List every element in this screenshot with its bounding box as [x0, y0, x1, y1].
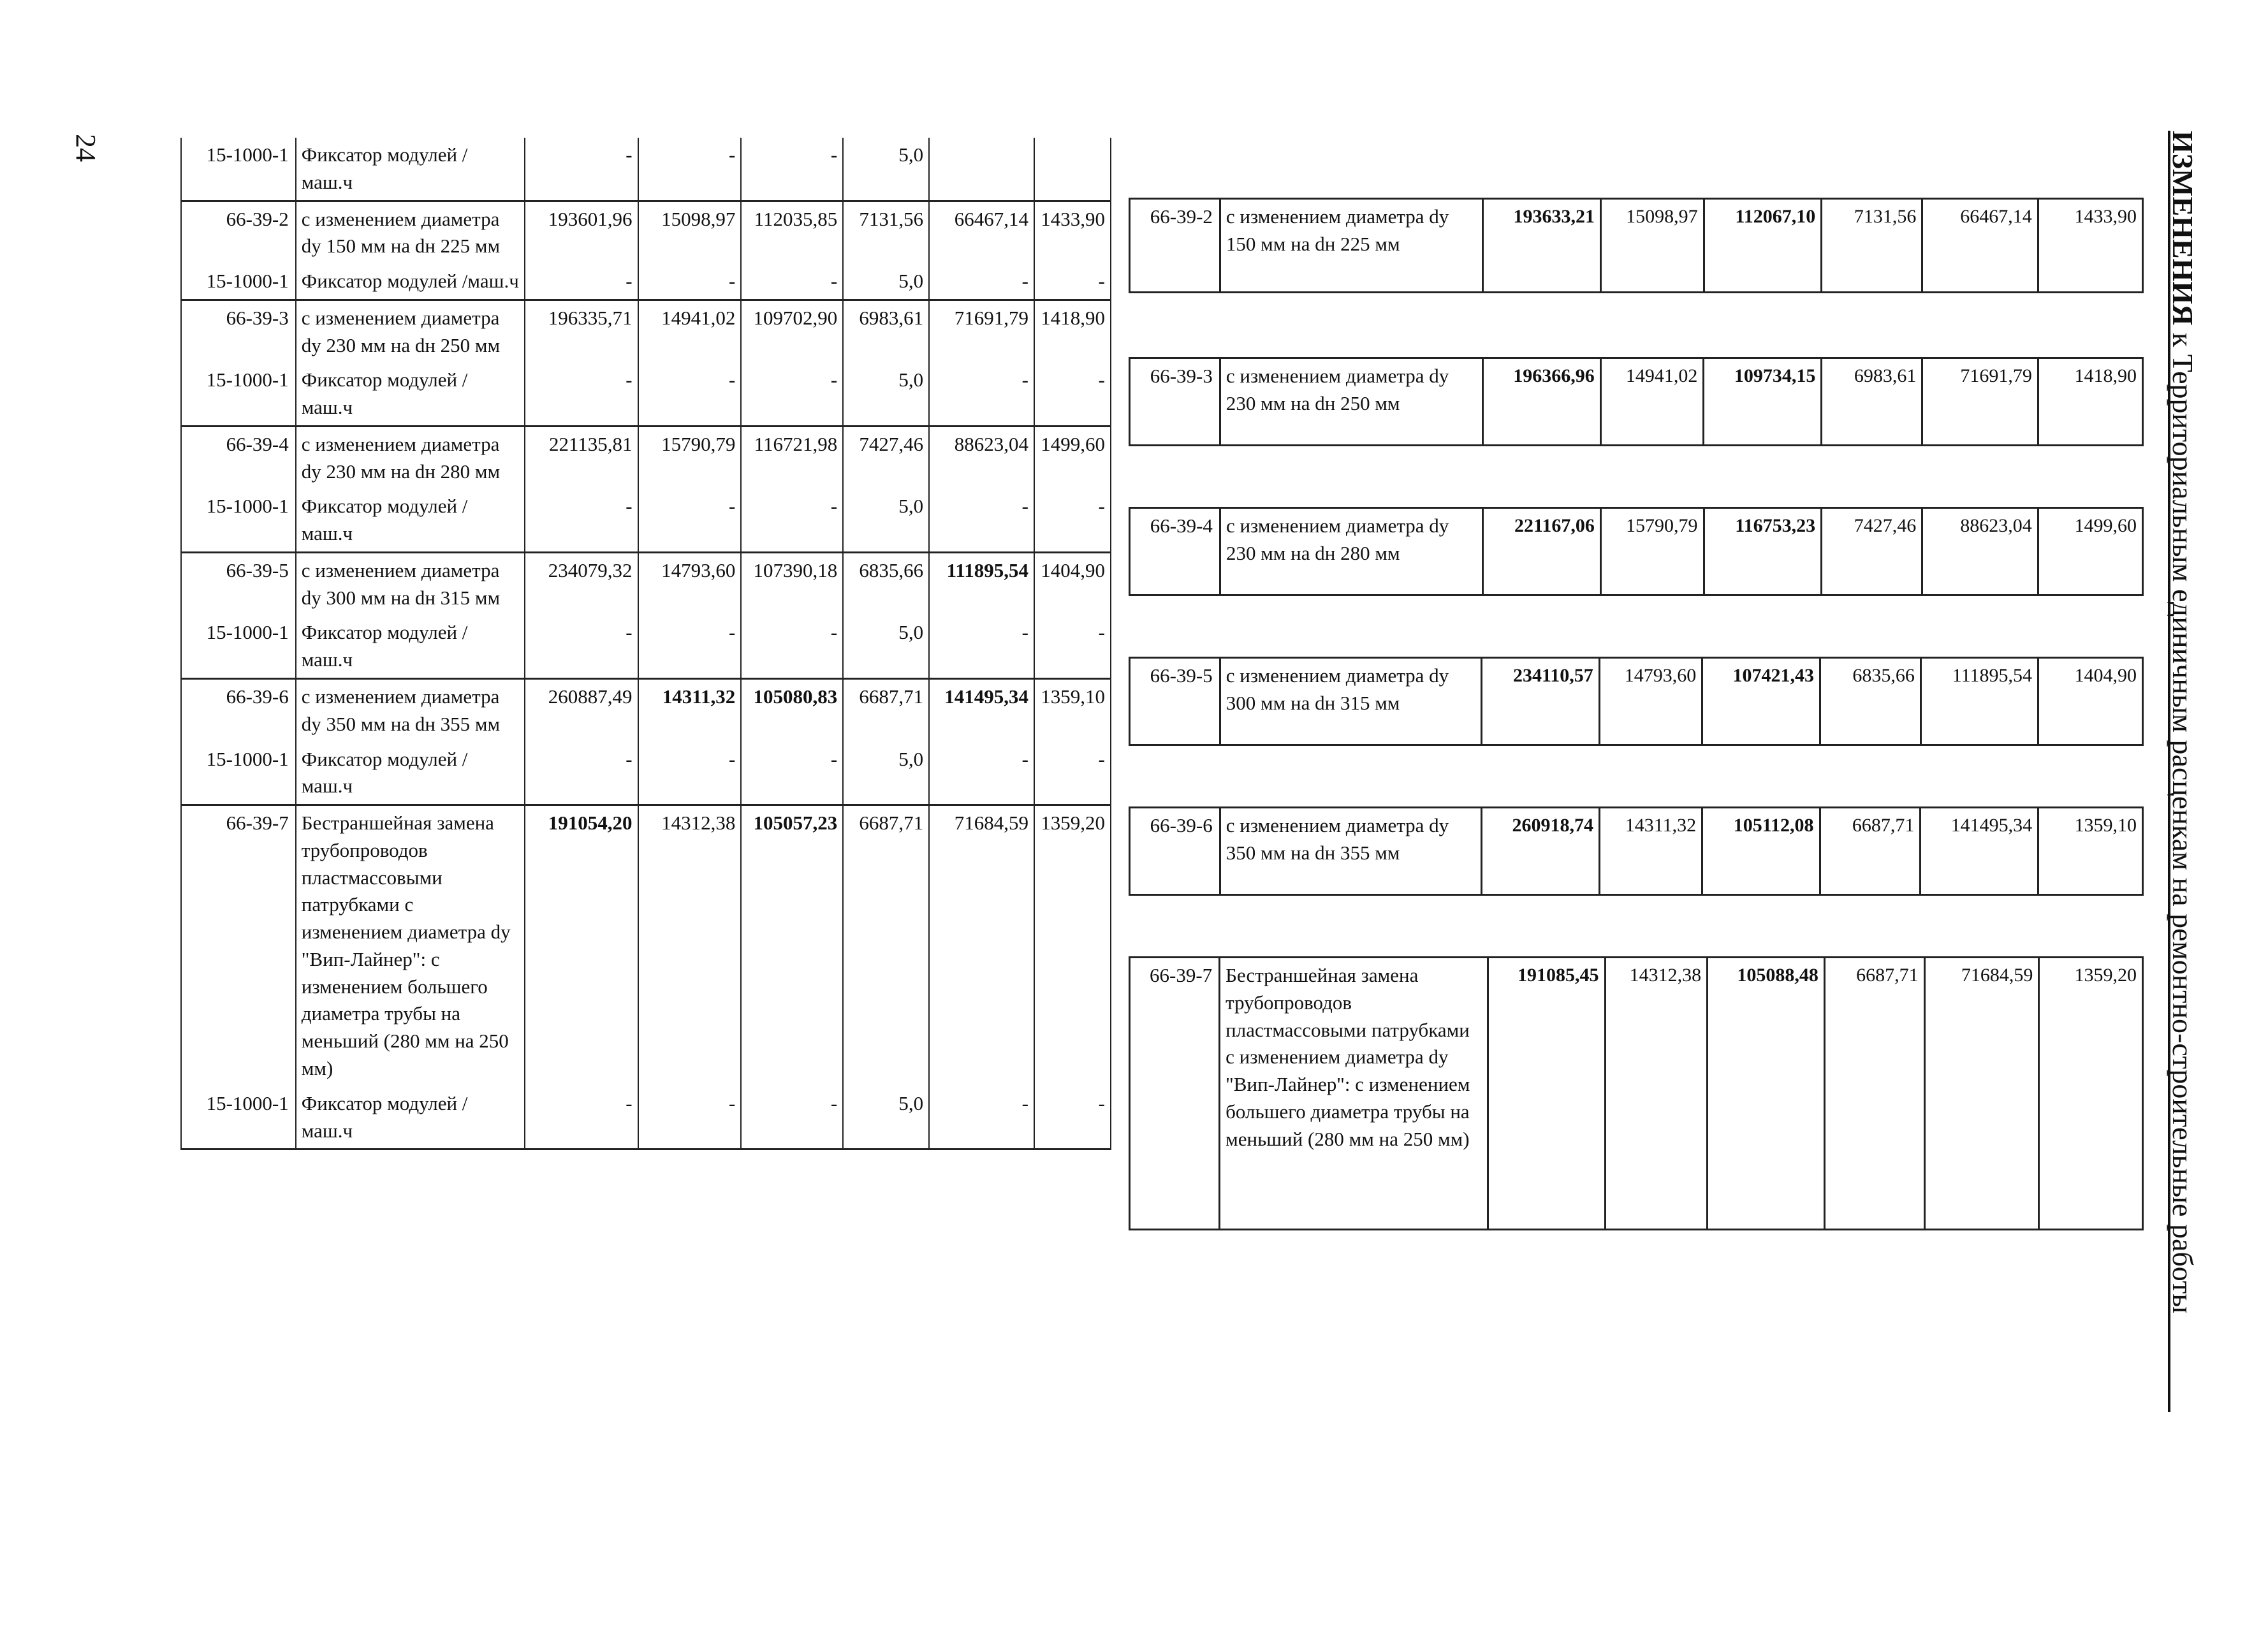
- rate-value-c1: 221135,81: [525, 426, 638, 489]
- new-rate-value-c4: 7131,56: [1822, 199, 1922, 293]
- rate-value-c4: 6983,61: [843, 300, 929, 363]
- fixator-row: [181, 363, 1111, 426]
- new-rate-value-c3: 105112,08: [1702, 808, 1820, 895]
- rate-name: Фиксатор модулей / маш.ч: [296, 1086, 525, 1149]
- rate-value-c4: 5,0: [843, 742, 929, 805]
- new-rate-value-c6: 1418,90: [2038, 358, 2142, 446]
- rate-code: 15-1000-1: [181, 742, 296, 805]
- new-rate-name: с изменением диаметра dу 300 мм на dн 315 мм: [1220, 658, 1482, 745]
- rate-name: Фиксатор модулей / маш.ч: [296, 363, 525, 426]
- rate-value-c2: -: [638, 264, 742, 300]
- rate-code: 66-39-4: [181, 426, 296, 489]
- new-rate-value-c1: 191085,45: [1488, 958, 1605, 1230]
- rate-name: Бестраншейная замена трубопроводов пластмассовыми патрубками с изменением диаметра dу "Вип-Лайнер": с изменением большего диаметра трубы на меньший (280 мм на 250 мм): [296, 805, 525, 1086]
- rate-value-c2: -: [638, 138, 742, 201]
- new-rate-value-c5: 71691,79: [1922, 358, 2038, 446]
- rate-value-c2: -: [638, 489, 742, 552]
- rate-value-c5: -: [929, 742, 1034, 805]
- rate-value-c6: 1359,10: [1034, 679, 1111, 742]
- rate-value-c1: -: [525, 615, 638, 678]
- new-rate-row-66-39-3: [1129, 357, 2144, 446]
- rate-value-c1: 234079,32: [525, 552, 638, 615]
- new-rate-row-66-39-5: [1129, 657, 2144, 746]
- rate-code: 66-39-3: [181, 300, 296, 363]
- rate-value-c5: 141495,34: [929, 679, 1034, 742]
- new-rate-code: 66-39-7: [1130, 958, 1220, 1230]
- header-rest: к Территориальным единичным расценкам на ремонтно-строительные работы: [2167, 325, 2199, 1314]
- rate-value-c3: -: [741, 1086, 843, 1149]
- rate-value-c6: 1499,60: [1034, 426, 1111, 489]
- new-rate-value-c2: 15098,97: [1601, 199, 1704, 293]
- rate-code: 15-1000-1: [181, 264, 296, 300]
- rate-value-c5: [929, 138, 1034, 201]
- rate-value-c2: 14941,02: [638, 300, 742, 363]
- rate-value-c6: -: [1034, 264, 1111, 300]
- new-rate-code: 66-39-5: [1130, 658, 1220, 745]
- new-rate-value-c5: 88623,04: [1922, 508, 2038, 595]
- rate-value-c1: 260887,49: [525, 679, 638, 742]
- rate-code: 15-1000-1: [181, 489, 296, 552]
- rate-value-c4: 7131,56: [843, 201, 929, 264]
- new-rate-value-c5: 141495,34: [1920, 808, 2038, 895]
- new-rate-value-c6: 1404,90: [2038, 658, 2143, 745]
- rate-code: 15-1000-1: [181, 138, 296, 201]
- fixator-row: [181, 138, 1111, 201]
- rate-value-c2: -: [638, 1086, 742, 1149]
- new-rate-value-c1: 196366,96: [1482, 358, 1600, 446]
- new-rate-row: [1130, 508, 2143, 595]
- new-rate-value-c4: 6687,71: [1824, 958, 1924, 1230]
- new-rate-row: [1130, 958, 2143, 1230]
- rate-value-c6: 1418,90: [1034, 300, 1111, 363]
- rate-value-c2: 15790,79: [638, 426, 742, 489]
- rate-name: Фиксатор модулей / маш.ч: [296, 615, 525, 678]
- new-rate-row-66-39-7: [1129, 956, 2144, 1230]
- rate-row: [181, 679, 1111, 742]
- new-rate-value-c3: 105088,48: [1708, 958, 1825, 1230]
- new-rate-value-c3: 107421,43: [1702, 658, 1820, 745]
- new-rate-value-c2: 15790,79: [1600, 508, 1704, 595]
- rate-value-c6: -: [1034, 615, 1111, 678]
- rate-value-c4: 5,0: [843, 264, 929, 300]
- new-rate-row: [1130, 808, 2143, 895]
- new-rate-value-c3: 116753,23: [1704, 508, 1822, 595]
- rate-value-c3: 116721,98: [741, 426, 843, 489]
- rate-value-c4: 5,0: [843, 1086, 929, 1149]
- fixator-row: [181, 264, 1111, 300]
- rate-code: 15-1000-1: [181, 1086, 296, 1149]
- rate-value-c4: 6835,66: [843, 552, 929, 615]
- rate-value-c5: 88623,04: [929, 426, 1034, 489]
- new-rate-value-c6: 1359,20: [2039, 958, 2143, 1230]
- new-rate-value-c2: 14312,38: [1605, 958, 1708, 1230]
- rate-value-c2: -: [638, 363, 742, 426]
- rate-code: 66-39-7: [181, 805, 296, 1086]
- rate-value-c3: -: [741, 264, 843, 300]
- rate-value-c1: 196335,71: [525, 300, 638, 363]
- rate-name: с изменением диаметра dу 230 мм на dн 280 мм: [296, 426, 525, 489]
- new-rate-value-c4: 6983,61: [1822, 358, 1922, 446]
- rate-code: 66-39-2: [181, 201, 296, 264]
- rate-value-c4: 5,0: [843, 489, 929, 552]
- rate-value-c3: 107390,18: [741, 552, 843, 615]
- new-rate-value-c6: 1433,90: [2038, 199, 2142, 293]
- rate-value-c4: 7427,46: [843, 426, 929, 489]
- rate-value-c1: -: [525, 742, 638, 805]
- new-rate-name: с изменением диаметра dу 150 мм на dн 225 мм: [1220, 199, 1482, 293]
- fixator-row: [181, 489, 1111, 552]
- rate-value-c5: 71691,79: [929, 300, 1034, 363]
- rate-value-c3: 109702,90: [741, 300, 843, 363]
- fixator-row: [181, 615, 1111, 678]
- new-rate-value-c4: 6835,66: [1820, 658, 1921, 745]
- rate-value-c6: -: [1034, 363, 1111, 426]
- rate-row: [181, 201, 1111, 264]
- new-rate-code: 66-39-6: [1130, 808, 1220, 895]
- new-rate-row: [1130, 658, 2143, 745]
- rate-value-c3: -: [741, 363, 843, 426]
- rate-row: [181, 426, 1111, 489]
- new-rate-code: 66-39-4: [1130, 508, 1220, 595]
- rate-value-c5: 71684,59: [929, 805, 1034, 1086]
- rate-name: с изменением диаметра dу 350 мм на dн 355 мм: [296, 679, 525, 742]
- rate-name: с изменением диаметра dу 150 мм на dн 225 мм: [296, 201, 525, 264]
- rate-value-c5: -: [929, 363, 1034, 426]
- rate-name: Фиксатор модулей / маш.ч: [296, 489, 525, 552]
- rate-name: с изменением диаметра dу 230 мм на dн 250 мм: [296, 300, 525, 363]
- rate-value-c4: 5,0: [843, 363, 929, 426]
- rate-value-c4: 6687,71: [843, 679, 929, 742]
- rate-code: 15-1000-1: [181, 615, 296, 678]
- new-rate-value-c5: 66467,14: [1922, 199, 2038, 293]
- rate-value-c1: -: [525, 264, 638, 300]
- rate-value-c6: -: [1034, 742, 1111, 805]
- rate-value-c2: 14311,32: [638, 679, 742, 742]
- rate-value-c2: 14793,60: [638, 552, 742, 615]
- rate-row: [181, 552, 1111, 615]
- rate-value-c1: -: [525, 489, 638, 552]
- header-bold: ИЗМЕНЕНИЯ: [2167, 131, 2199, 326]
- rate-value-c3: -: [741, 138, 843, 201]
- rate-value-c3: 105057,23: [741, 805, 843, 1086]
- new-rate-name: с изменением диаметра dу 230 мм на dн 250 мм: [1220, 358, 1482, 446]
- new-rate-value-c1: 260918,74: [1482, 808, 1600, 895]
- fixator-row: [181, 1086, 1111, 1149]
- rate-value-c6: -: [1034, 489, 1111, 552]
- new-rate-value-c4: 7427,46: [1822, 508, 1922, 595]
- new-rate-value-c6: 1359,10: [2038, 808, 2143, 895]
- rate-code: 66-39-5: [181, 552, 296, 615]
- new-rate-value-c6: 1499,60: [2038, 508, 2142, 595]
- rate-value-c6: [1034, 138, 1111, 201]
- new-rate-value-c3: 112067,10: [1704, 199, 1822, 293]
- rate-value-c2: 15098,97: [638, 201, 742, 264]
- new-rate-code: 66-39-2: [1130, 199, 1220, 293]
- new-rate-value-c5: 111895,54: [1920, 658, 2038, 745]
- rate-value-c3: -: [741, 615, 843, 678]
- rate-value-c1: 191054,20: [525, 805, 638, 1086]
- new-rate-value-c1: 234110,57: [1482, 658, 1599, 745]
- rate-value-c4: 5,0: [843, 615, 929, 678]
- rate-value-c5: -: [929, 264, 1034, 300]
- document-header: [2166, 131, 2200, 1406]
- rate-value-c5: -: [929, 1086, 1034, 1149]
- new-rate-value-c1: 221167,06: [1483, 508, 1601, 595]
- rate-name: Фиксатор модулей / маш.ч: [296, 742, 525, 805]
- rate-name: Фиксатор модулей / маш.ч: [296, 138, 525, 201]
- fixator-row: [181, 742, 1111, 805]
- rate-value-c5: -: [929, 489, 1034, 552]
- new-rate-code: 66-39-3: [1130, 358, 1220, 446]
- original-rates-table: [180, 138, 1111, 1150]
- rate-value-c4: 5,0: [843, 138, 929, 201]
- page-number: 24: [70, 134, 101, 162]
- rate-value-c5: 66467,14: [929, 201, 1034, 264]
- rate-value-c3: 105080,83: [741, 679, 843, 742]
- rate-code: 15-1000-1: [181, 363, 296, 426]
- rate-value-c3: -: [741, 742, 843, 805]
- rate-name: Фиксатор модулей /маш.ч: [296, 264, 525, 300]
- rate-value-c6: 1404,90: [1034, 552, 1111, 615]
- new-rate-name: с изменением диаметра dу 350 мм на dн 355 мм: [1220, 808, 1482, 895]
- new-rate-row-66-39-4: [1129, 507, 2144, 596]
- rate-value-c6: -: [1034, 1086, 1111, 1149]
- rate-value-c1: -: [525, 138, 638, 201]
- new-rate-row-66-39-6: [1129, 806, 2144, 896]
- rate-value-c6: 1433,90: [1034, 201, 1111, 264]
- rate-value-c3: -: [741, 489, 843, 552]
- new-rate-row: [1130, 358, 2143, 446]
- rate-row: [181, 300, 1111, 363]
- rate-value-c2: -: [638, 742, 742, 805]
- rate-value-c5: 111895,54: [929, 552, 1034, 615]
- new-rate-row: [1130, 199, 2143, 293]
- new-rate-value-c1: 193633,21: [1482, 199, 1600, 293]
- rate-code: 66-39-6: [181, 679, 296, 742]
- rate-name: с изменением диаметра dу 300 мм на dн 315 мм: [296, 552, 525, 615]
- new-rate-name: Бестраншейная замена трубопроводов пластмассовыми патрубками с изменением диаметра dу "Вип-Лайнер": с изменением большего диаметра трубы на меньший (280 мм на 250 мм): [1220, 958, 1488, 1230]
- rate-row: [181, 805, 1111, 1086]
- rate-value-c1: -: [525, 1086, 638, 1149]
- new-rate-name: с изменением диаметра dу 230 мм на dн 280 мм: [1220, 508, 1482, 595]
- new-rate-value-c2: 14793,60: [1599, 658, 1702, 745]
- rate-value-c1: -: [525, 363, 638, 426]
- rate-value-c6: 1359,20: [1034, 805, 1111, 1086]
- new-rate-value-c2: 14941,02: [1600, 358, 1704, 446]
- new-rate-value-c5: 71684,59: [1924, 958, 2039, 1230]
- new-rate-value-c3: 109734,15: [1704, 358, 1822, 446]
- new-rate-value-c2: 14311,32: [1600, 808, 1702, 895]
- rate-value-c2: 14312,38: [638, 805, 742, 1086]
- rate-value-c2: -: [638, 615, 742, 678]
- rate-value-c1: 193601,96: [525, 201, 638, 264]
- rate-value-c5: -: [929, 615, 1034, 678]
- new-rate-value-c4: 6687,71: [1820, 808, 1920, 895]
- rate-value-c4: 6687,71: [843, 805, 929, 1086]
- rate-value-c3: 112035,85: [741, 201, 843, 264]
- new-rate-row-66-39-2: [1129, 198, 2144, 293]
